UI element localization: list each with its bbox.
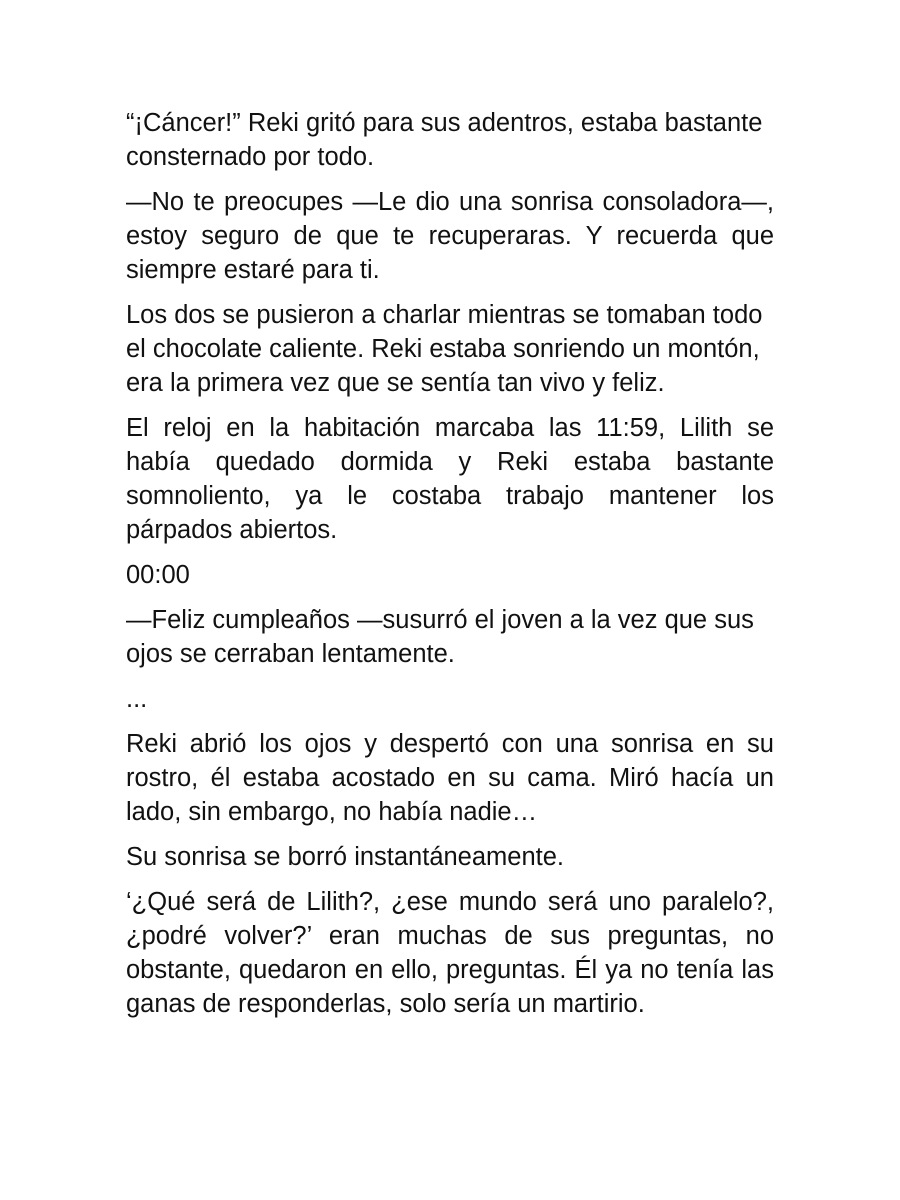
paragraph-birthday: —Feliz cumpleaños —susurró el joven a la vez que sus ojos se cerraban lentamente. <box>126 606 754 668</box>
paragraph-awakening: Reki abrió los ojos y despertó con una sonrisa en su rostro, él estaba acostado en su cama. Miró hacía un lado, sin embargo, no había nadie… <box>126 730 774 826</box>
document-page <box>126 106 774 1032</box>
paragraph-smile-erased: Su sonrisa se borró instantáneamente. <box>126 843 565 871</box>
paragraph-midnight: 00:00 <box>126 561 190 589</box>
paragraph-questions: ‘¿Qué será de Lilith?, ¿ese mundo será uno paralelo?, ¿podré volver?’ eran muchas de sus preguntas, no obstante, quedaron en ello, preguntas. Él ya no tenía las ganas de responderlas, solo sería un martirio. <box>126 888 774 1018</box>
paragraph-dialogue-consolation: —No te preocupes —Le dio una sonrisa consoladora—, estoy seguro de que te recuperaras. Y recuerda que siempre estaré para ti. <box>126 188 774 284</box>
paragraph-cancer: “¡Cáncer!” Reki gritó para sus adentros, estaba bastante consternado por todo. <box>126 109 763 171</box>
paragraph-chocolate: Los dos se pusieron a charlar mientras se tomaban todo el chocolate caliente. Reki estaba sonriendo un montón, era la primera vez que se sentía tan vivo y feliz. <box>126 301 763 397</box>
scene-break: ... <box>126 685 148 713</box>
paragraph-clock: El reloj en la habitación marcaba las 11:59, Lilith se había quedado dormida y Reki estaba bastante somnoliento, ya le costaba trabajo mantener los párpados abiertos. <box>126 414 774 544</box>
